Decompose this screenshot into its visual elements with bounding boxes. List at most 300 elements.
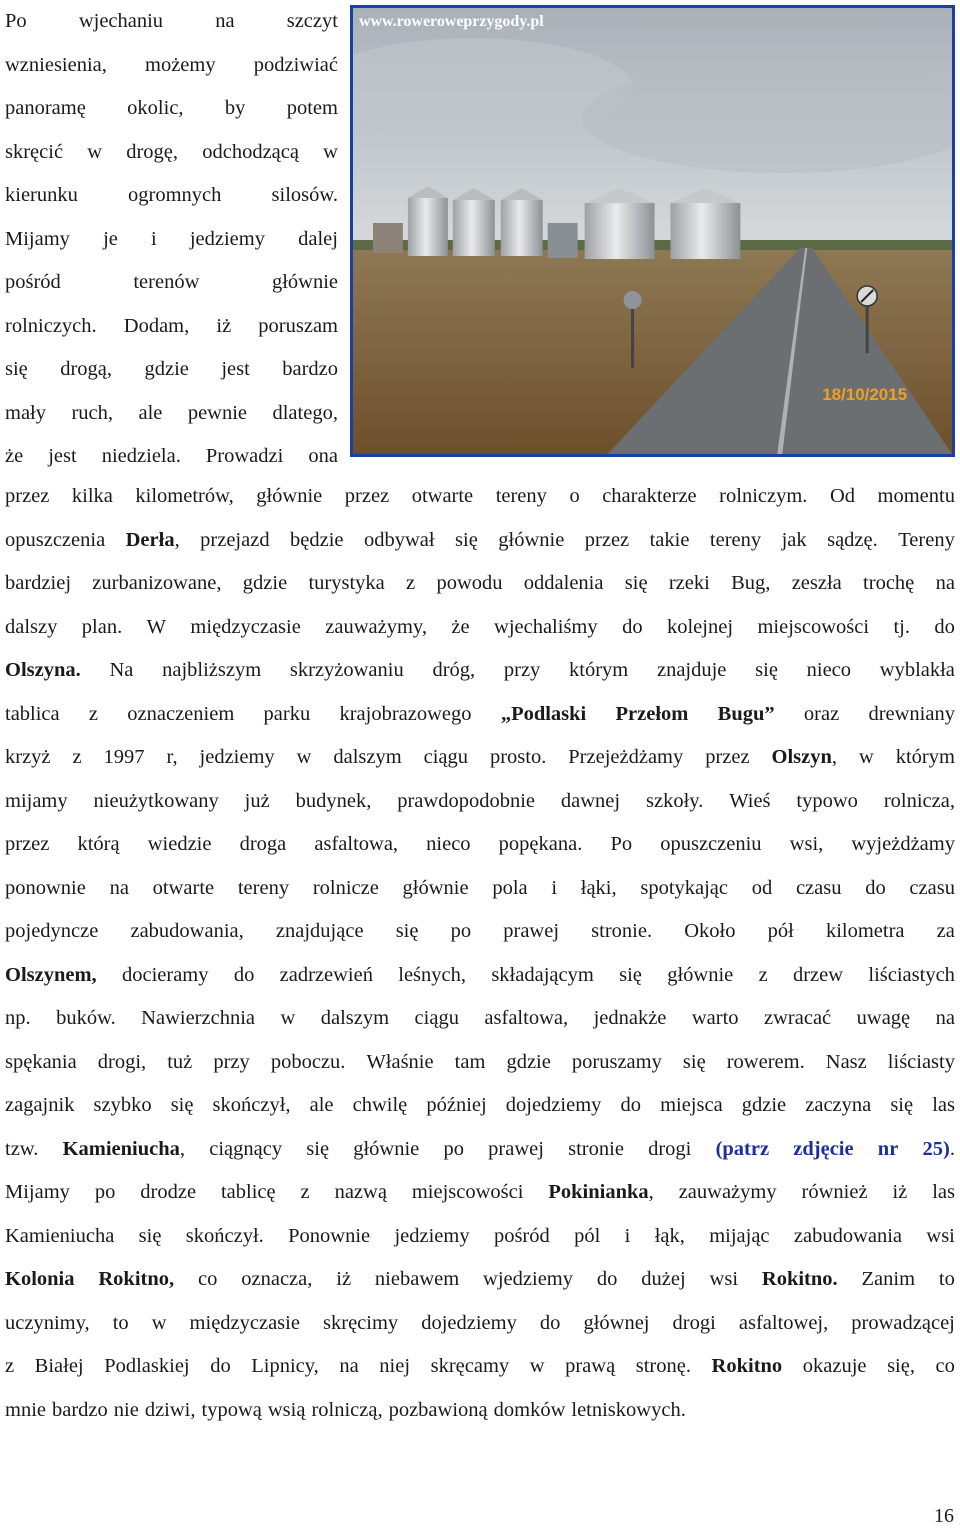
word: spotykając <box>640 876 729 899</box>
word: prawej <box>488 1137 544 1160</box>
word: Pokinianka, <box>548 1181 654 1203</box>
word: popękana. <box>498 833 583 855</box>
word: tj. <box>893 615 910 638</box>
word: znajdujące <box>275 920 364 942</box>
word: dojedziemy <box>505 1094 602 1116</box>
body-line <box>5 562 955 606</box>
word: do <box>620 1094 641 1116</box>
word: się <box>755 659 778 681</box>
body-text <box>5 475 955 1432</box>
word: dalszym <box>333 746 402 768</box>
word: na <box>339 1355 359 1377</box>
word: wsią <box>267 1398 306 1421</box>
word: dalej <box>298 227 338 250</box>
word: dalszym <box>320 1007 390 1029</box>
word: je <box>103 227 118 250</box>
word: się <box>682 1050 706 1073</box>
word: iż <box>892 1181 908 1203</box>
word: się <box>5 358 28 380</box>
word: kilometrów, <box>135 485 234 507</box>
word: Tereny <box>898 528 955 551</box>
word: szczyt <box>286 10 338 32</box>
word: za <box>936 920 955 942</box>
word: co <box>935 1355 955 1377</box>
word: do <box>622 615 643 638</box>
word: wsi <box>709 1268 739 1290</box>
side-text-line <box>5 218 338 262</box>
side-text-column <box>5 0 338 479</box>
word: momentu <box>877 485 955 507</box>
word: dziwi, <box>144 1398 196 1421</box>
word: ona <box>308 445 338 467</box>
word: wiedzie <box>147 833 212 855</box>
body-line <box>5 606 955 650</box>
word: Wieś <box>729 789 771 812</box>
word: Olszyn, <box>771 746 837 768</box>
word: iż <box>336 1268 352 1290</box>
word: jest <box>48 445 77 467</box>
word: prawdopodobnie <box>397 789 536 812</box>
word: zurbanizowane, <box>92 572 222 594</box>
word: zabudowania <box>793 1224 903 1247</box>
word: uczynimy, <box>5 1311 90 1334</box>
word: rzeki <box>668 572 710 594</box>
word: skręcić <box>5 140 64 163</box>
word: ale <box>138 401 163 424</box>
word: Około <box>684 920 736 942</box>
word: możemy <box>145 53 216 76</box>
word: wyblakła <box>879 659 955 681</box>
word: zdjęcie <box>793 1137 854 1160</box>
word: rowerem. <box>726 1050 805 1073</box>
word: przy <box>213 1050 250 1073</box>
word: nieużytkowany <box>93 789 219 812</box>
word: nr <box>877 1137 899 1160</box>
body-line <box>5 910 955 954</box>
word: Mijamy <box>5 1181 70 1203</box>
word: jednakże <box>593 1007 667 1029</box>
word: skręcimy <box>323 1311 399 1334</box>
word: Rokitno. <box>761 1268 838 1290</box>
word: otwarte <box>411 485 474 507</box>
word: szybko <box>93 1094 152 1116</box>
body-line <box>5 1171 955 1215</box>
word: poruszam <box>258 314 338 337</box>
word: letniskowych. <box>571 1398 686 1421</box>
word: z <box>72 746 82 768</box>
word: najbliższym <box>162 659 262 681</box>
word: prawą <box>565 1355 616 1377</box>
word: pól <box>574 1224 601 1247</box>
word: przez <box>5 485 50 507</box>
word: Bug, <box>731 572 771 594</box>
word: się <box>619 963 642 986</box>
word: ogromnych <box>128 184 222 206</box>
word: głównie <box>402 876 469 899</box>
word: drogi <box>672 1311 716 1334</box>
word: asfaltowa, <box>484 1007 569 1029</box>
word: drewniany <box>868 702 955 725</box>
word: w <box>529 1355 545 1377</box>
body-line <box>5 1084 955 1128</box>
word: głównie <box>271 271 338 293</box>
word: miejscowości <box>757 615 870 638</box>
word: Olszyna. <box>5 659 81 681</box>
word: ciągnący <box>209 1137 283 1160</box>
word: wjechaliśmy <box>494 615 598 638</box>
word: okazuje <box>802 1355 867 1377</box>
word: domków <box>493 1398 566 1421</box>
word: typowo <box>796 789 858 812</box>
side-text-line <box>5 392 338 436</box>
word: pola <box>492 876 528 899</box>
word: w <box>858 746 874 768</box>
word: gdzie <box>741 1094 787 1116</box>
word: międzyczasie <box>190 615 301 638</box>
word: głównie <box>256 485 323 507</box>
word: Kamieniucha <box>5 1224 115 1247</box>
word: opuszczenia <box>5 528 106 551</box>
word: i <box>151 227 157 250</box>
word: Ponownie <box>288 1224 371 1247</box>
word: budynek, <box>295 789 372 812</box>
word: od <box>751 876 773 899</box>
word: by <box>224 97 246 119</box>
word: którym <box>895 746 955 768</box>
word: w <box>151 1311 167 1334</box>
word: sądzę. <box>827 528 878 551</box>
word: kolejnej <box>666 615 734 638</box>
word: Białej <box>34 1355 84 1377</box>
word: na <box>215 10 235 32</box>
silos-road-landscape-image <box>353 8 952 454</box>
body-line <box>5 519 955 563</box>
word: mijamy <box>5 789 68 812</box>
word: tzw. <box>5 1137 39 1160</box>
word: stronie <box>568 1137 624 1160</box>
word: potem <box>286 97 338 119</box>
word: pewnie <box>187 401 248 424</box>
word: spękania <box>5 1050 77 1073</box>
body-line <box>5 1258 955 1302</box>
word: charakterze <box>602 485 697 507</box>
word: już <box>244 789 270 812</box>
word: głównie <box>353 1137 420 1160</box>
word: wjedziemy <box>483 1268 573 1290</box>
word: oddalenia <box>523 572 604 594</box>
word: Przejeżdżamy <box>568 746 684 768</box>
word: asfaltowa, <box>314 833 399 855</box>
word: się <box>395 920 419 942</box>
word: oznacza, <box>241 1268 313 1290</box>
word: Podlaskiej <box>104 1355 190 1377</box>
side-text-line <box>5 44 338 88</box>
word: tablicę <box>220 1181 276 1203</box>
side-text-line <box>5 131 338 175</box>
word: przejazd <box>200 528 270 551</box>
word: Rokitno, <box>98 1268 175 1290</box>
word: Nasz <box>825 1050 867 1073</box>
word: docieramy <box>121 963 209 986</box>
word: się <box>170 1094 194 1116</box>
word: Bugu” <box>717 702 775 725</box>
word: Prowadzi <box>205 445 284 467</box>
word: Przełom <box>615 702 689 725</box>
word: którym <box>569 659 629 681</box>
word: Mijamy <box>5 227 70 250</box>
word: znajduje <box>656 659 727 681</box>
word: prawej <box>503 920 560 942</box>
body-line <box>5 954 955 998</box>
road-photo <box>350 5 955 457</box>
word: zeszła <box>791 572 842 594</box>
word: Po <box>610 833 633 855</box>
word: krajobrazowego <box>339 702 472 725</box>
word: przez <box>5 833 50 855</box>
word: tereny <box>237 876 290 899</box>
word: się <box>624 572 648 594</box>
word: co <box>198 1268 218 1290</box>
word: jak <box>781 528 807 551</box>
word: niej <box>379 1355 411 1377</box>
word: później <box>426 1094 487 1116</box>
word: powodu <box>436 572 503 594</box>
word: dalszy <box>5 615 58 638</box>
word: do <box>934 615 955 638</box>
word: trochę <box>863 572 915 594</box>
word: głównie <box>667 963 734 986</box>
word: pośród <box>5 271 61 293</box>
word: głównej <box>583 1311 650 1334</box>
word: się <box>890 1094 914 1116</box>
word: dużej <box>641 1268 686 1290</box>
body-line <box>5 1128 955 1172</box>
word: na <box>109 876 129 899</box>
word: takie <box>649 528 690 551</box>
body-line <box>5 1041 955 1085</box>
word: zadrzewień <box>279 963 373 986</box>
word: przez <box>584 528 630 551</box>
word: stronie. <box>591 920 653 942</box>
word: mnie <box>5 1398 46 1421</box>
word: mijając <box>709 1224 770 1247</box>
word: Zanim <box>861 1268 916 1290</box>
word: dawnej <box>560 789 621 812</box>
word: do <box>596 1268 618 1290</box>
word: mały <box>5 401 46 424</box>
word: się <box>455 528 478 551</box>
side-text-line <box>5 435 338 479</box>
word: wzniesienia, <box>5 53 107 76</box>
word: asfaltowej, <box>738 1311 829 1334</box>
word: zauważymy <box>678 1181 777 1203</box>
word: składającym <box>491 963 594 986</box>
word: nie <box>113 1398 139 1421</box>
word: na <box>935 572 955 594</box>
word: w <box>323 140 338 163</box>
word: uwagę <box>856 1007 911 1029</box>
word: gdzie <box>506 1050 551 1073</box>
word: jedziemy <box>199 746 275 768</box>
word: silosów. <box>271 184 338 206</box>
word: ruch, <box>71 401 114 424</box>
word: np. <box>5 1007 31 1029</box>
word: las <box>932 1094 955 1116</box>
word: parku <box>263 702 311 725</box>
word: panoramę <box>5 97 86 119</box>
word: zabudowania, <box>130 920 244 942</box>
word: warto <box>691 1007 739 1029</box>
word: okolic, <box>127 97 184 119</box>
word: ponownie <box>5 876 86 899</box>
word: przez <box>705 746 750 768</box>
word: chwilę <box>352 1094 408 1116</box>
body-line <box>5 997 955 1041</box>
word: niedziela. <box>101 445 181 467</box>
word: Lipnicy, <box>251 1355 319 1377</box>
word: r, <box>166 746 178 768</box>
word: gdzie <box>144 358 189 380</box>
word: bardzo <box>282 358 338 380</box>
word: niebawem <box>374 1268 460 1290</box>
word: łąk, <box>654 1224 685 1247</box>
body-line <box>5 649 955 693</box>
word: z <box>300 1181 310 1203</box>
word: wyjeżdżamy <box>851 833 955 855</box>
word: zauważymy, <box>325 615 427 638</box>
word: Olszynem, <box>5 963 97 986</box>
word: tuż <box>167 1050 193 1073</box>
side-text-line <box>5 261 338 305</box>
body-line <box>5 475 955 519</box>
word: drogę, <box>126 140 179 163</box>
word: poruszamy <box>571 1050 662 1073</box>
word: Derła, <box>125 528 180 551</box>
word: po <box>443 1137 464 1160</box>
word: 25). <box>922 1137 955 1160</box>
word: to <box>938 1268 955 1290</box>
word: szkoły. <box>646 789 704 812</box>
word: rolniczych. <box>5 314 97 337</box>
word: nieco <box>426 833 471 855</box>
word: terenów <box>133 271 200 293</box>
word: pojedyncze <box>5 920 99 942</box>
page-number: 16 <box>934 1505 954 1527</box>
word: z <box>5 1355 15 1377</box>
word: którą <box>77 833 120 855</box>
word: dróg, <box>432 659 476 681</box>
word: miejsca <box>660 1094 723 1116</box>
word: wjechaniu <box>78 10 164 32</box>
word: łąki, <box>580 876 617 899</box>
side-text-line <box>5 305 338 349</box>
word: Po <box>5 10 27 32</box>
word: prosto. <box>489 746 547 768</box>
word: drogi, <box>97 1050 147 1073</box>
word: do <box>539 1311 561 1334</box>
word: kilka <box>71 485 113 507</box>
side-text-line <box>5 87 338 131</box>
word: i <box>551 876 558 899</box>
word: że <box>451 615 470 638</box>
word: typową <box>201 1398 262 1421</box>
word: rolniczym. <box>719 485 808 507</box>
word: plan. <box>81 615 123 638</box>
body-line <box>5 823 955 867</box>
word: droga <box>239 833 287 855</box>
word: ale <box>309 1094 334 1116</box>
word: międzyczasie <box>189 1311 300 1334</box>
side-text-line <box>5 348 338 392</box>
word: zaczyna <box>805 1094 872 1116</box>
word: jest <box>221 358 250 380</box>
word: z <box>758 963 768 986</box>
word: zwracać <box>764 1007 832 1029</box>
word: się, <box>887 1355 915 1377</box>
word: do <box>233 963 255 986</box>
word: nieco <box>806 659 852 681</box>
word: ciągu <box>423 746 469 768</box>
word: i <box>624 1224 631 1247</box>
word: do <box>210 1355 231 1377</box>
word: że <box>5 445 24 467</box>
word: „Podlaski <box>500 702 587 725</box>
word: oznaczeniem <box>127 702 235 725</box>
word: kierunku <box>5 184 78 206</box>
word: bardziej <box>5 572 72 594</box>
word: tam <box>454 1050 486 1073</box>
word: rolniczą, <box>311 1398 383 1421</box>
word: liściastych <box>868 963 955 986</box>
word: pozbawioną <box>388 1398 488 1421</box>
body-line <box>5 693 955 737</box>
word: będzie <box>290 528 344 551</box>
word: rolnicza, <box>883 789 955 812</box>
word: skończył, <box>212 1094 291 1116</box>
word: z <box>406 572 416 594</box>
word: krzyż <box>5 746 51 768</box>
body-line <box>5 1345 955 1389</box>
word: Kamieniucha, <box>62 1137 186 1160</box>
body-line <box>5 867 955 911</box>
word: Od <box>829 485 855 507</box>
word: odchodzącą <box>202 140 299 163</box>
word: pośród <box>493 1224 550 1247</box>
word: przy <box>503 659 541 681</box>
word: (patrz <box>715 1137 770 1160</box>
word: wsi, <box>789 833 824 855</box>
word: o <box>569 485 580 507</box>
word: W <box>146 615 166 638</box>
word: po <box>450 920 472 942</box>
word: w <box>87 140 103 163</box>
word: skrzyżowaniu <box>289 659 404 681</box>
word: tablica <box>5 702 60 725</box>
word: na <box>935 1007 955 1029</box>
word: Dodam, <box>123 314 190 337</box>
word: wsi <box>926 1224 955 1247</box>
word: prowadzącej <box>851 1311 955 1334</box>
word: otwarte <box>152 876 215 899</box>
word: dlatego, <box>272 401 338 424</box>
word: zagajnik <box>5 1094 75 1116</box>
word: po <box>94 1181 116 1203</box>
word: podziwiać <box>253 53 338 76</box>
body-line <box>5 1215 955 1259</box>
word: w <box>296 746 312 768</box>
word: bardzo <box>52 1398 108 1421</box>
word: tereny <box>709 528 762 551</box>
